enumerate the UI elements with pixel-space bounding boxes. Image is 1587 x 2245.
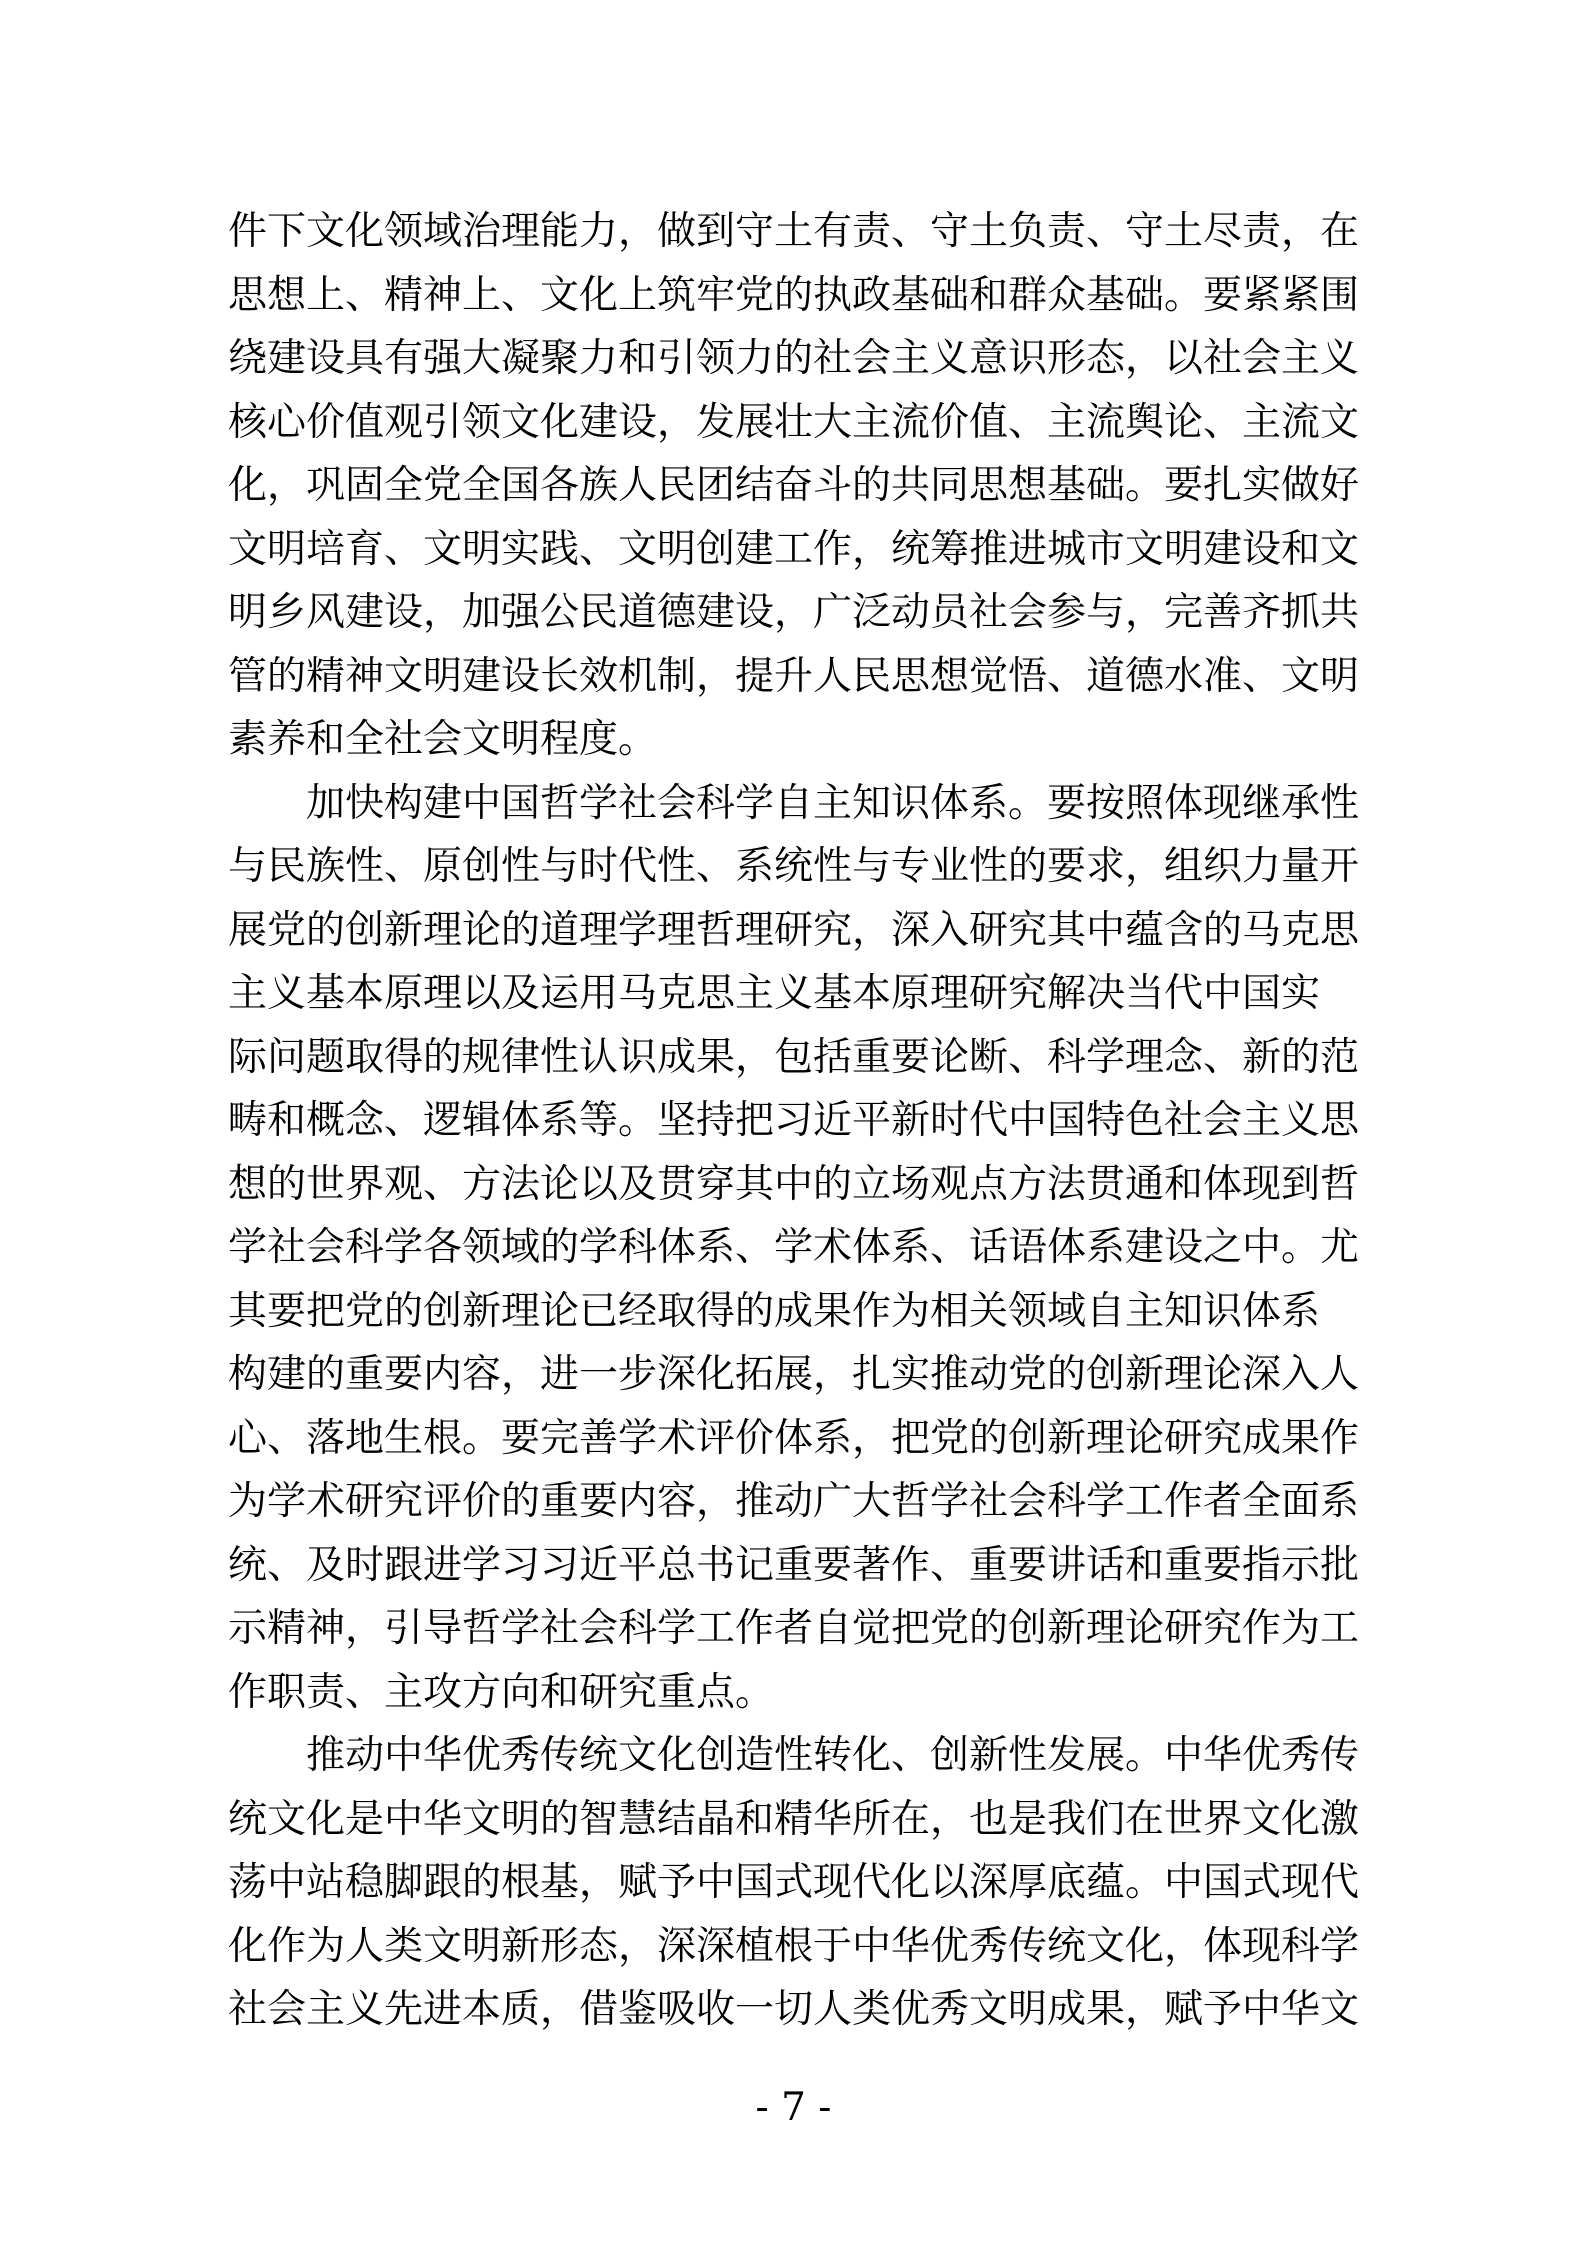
text-line: 化，巩固全党全国各族人民团结奋斗的共同思想基础。要扎实做好 bbox=[228, 463, 1360, 508]
page-number: - 7 - bbox=[755, 2085, 832, 2130]
text-line: 想的世界观、方法论以及贯穿其中的立场观点方法贯通和体现到哲 bbox=[228, 1161, 1360, 1207]
text-line: 其要把党的创新理论已经取得的成果作为相关领域自主知识体系 bbox=[228, 1288, 1321, 1334]
text-line: 统、及时跟进学习习近平总书记重要著作、重要讲话和重要指示批 bbox=[228, 1542, 1360, 1588]
text-line: 为学术研究评价的重要内容，推动广大哲学社会科学工作者全面系 bbox=[228, 1479, 1360, 1524]
text-line: 绕建设具有强大凝聚力和引领力的社会主义意识形态，以社会主义 bbox=[228, 336, 1360, 381]
text-line: 管的精神文明建设长效机制，提升人民思想觉悟、道德水准、文明 bbox=[228, 653, 1360, 699]
text-line: 作职责、主攻方向和研究重点。 bbox=[228, 1669, 775, 1715]
text-line: 文明培育、文明实践、文明创建工作，统筹推进城市文明建设和文 bbox=[228, 526, 1360, 572]
text-line: 学社会科学各领域的学科体系、学术体系、话语体系建设之中。尤 bbox=[228, 1225, 1360, 1270]
text-line: 心、落地生根。要完善学术评价体系，把党的创新理论研究成果作 bbox=[228, 1415, 1360, 1461]
text-line: 思想上、精神上、文化上筑牢党的执政基础和群众基础。要紧紧围 bbox=[228, 272, 1360, 318]
text-line: 明乡风建设，加强公民道德建设，广泛动员社会参与，完善齐抓共 bbox=[228, 590, 1360, 635]
text-line: 主义基本原理以及运用马克思主义基本原理研究解决当代中国实 bbox=[228, 971, 1321, 1016]
text-line: 核心价值观引领文化建设，发展壮大主流价值、主流舆论、主流文 bbox=[228, 399, 1360, 445]
document-body bbox=[228, 200, 1368, 2042]
text-line: 畴和概念、逻辑体系等。坚持把习近平新时代中国特色社会主义思 bbox=[228, 1098, 1360, 1143]
text-line: 件下文化领域治理能力，做到守土有责、守土负责、守土尽责，在 bbox=[228, 209, 1360, 254]
text-line: 社会主义先进本质，借鉴吸收一切人类优秀文明成果，赋予中华文 bbox=[228, 1987, 1360, 2032]
text-line: 荡中站稳脚跟的根基，赋予中国式现代化以深厚底蕴。中国式现代 bbox=[228, 1860, 1360, 1905]
text-line: 构建的重要内容，进一步深化拓展，扎实推动党的创新理论深入人 bbox=[228, 1352, 1360, 1397]
text-line: 展党的创新理论的道理学理哲理研究，深入研究其中蕴含的马克思 bbox=[228, 907, 1360, 953]
text-line: 际问题取得的规律性认识成果，包括重要论断、科学理念、新的范 bbox=[228, 1034, 1360, 1080]
text-line: 化作为人类文明新形态，深深植根于中华优秀传统文化，体现科学 bbox=[228, 1923, 1360, 1969]
text-line: 与民族性、原创性与时代性、系统性与专业性的要求，组织力量开 bbox=[228, 844, 1360, 889]
text-line: 统文化是中华文明的智慧结晶和精华所在，也是我们在世界文化激 bbox=[228, 1796, 1360, 1842]
text-line: 推动中华优秀传统文化创造性转化、创新性发展。中华优秀传 bbox=[306, 1733, 1360, 1778]
text-line: 加快构建中国哲学社会科学自主知识体系。要按照体现继承性 bbox=[306, 780, 1360, 826]
text-line: 示精神，引导哲学社会科学工作者自觉把党的创新理论研究作为工 bbox=[228, 1606, 1360, 1651]
text-line: 素养和全社会文明程度。 bbox=[228, 717, 658, 762]
